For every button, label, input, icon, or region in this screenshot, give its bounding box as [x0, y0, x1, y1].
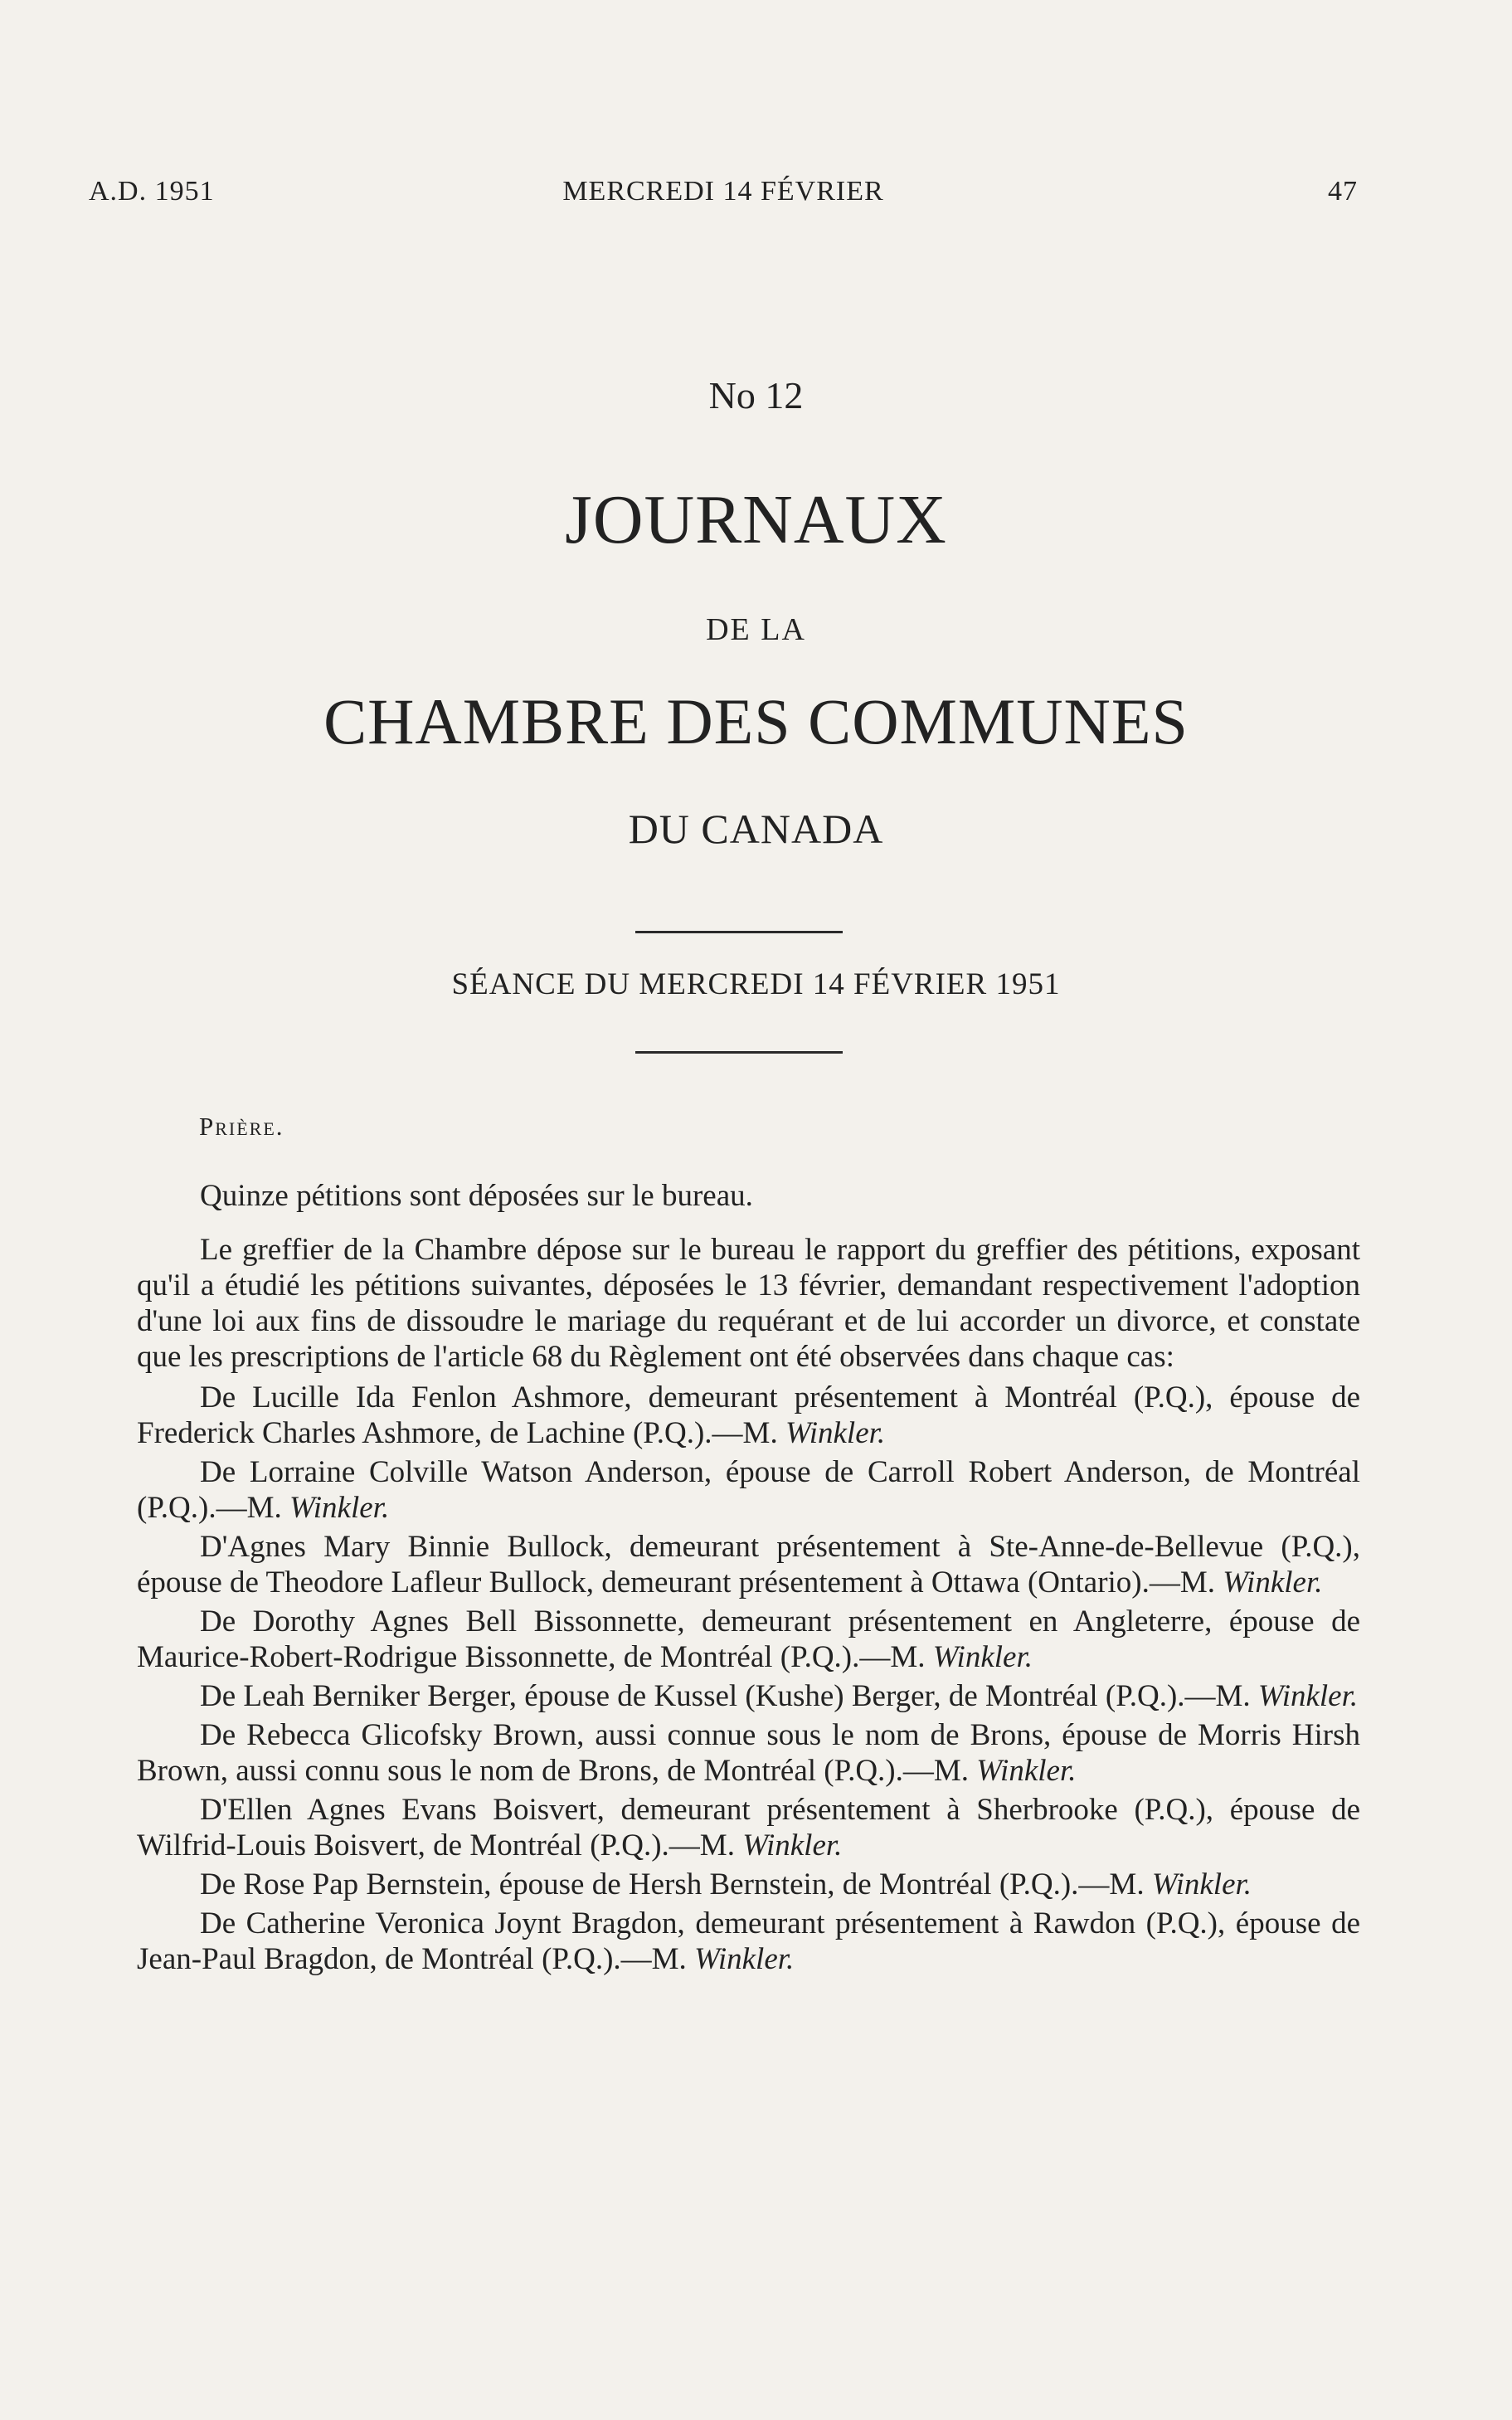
petition-entry: [137, 1529, 1360, 1600]
header-year: A.D. 1951: [89, 176, 215, 207]
member-name: Winkler.: [1223, 1565, 1323, 1600]
petition-text: D'Ellen Agnes Evans Boisvert, demeurant présentement à Sherbrooke (P.Q.), épouse de Wilfrid-Louis Boisvert, de Montréal (P.Q.).—M.: [137, 1793, 1360, 1862]
session-heading: SÉANCE DU MERCREDI 14 FÉVRIER 1951: [451, 967, 1061, 1001]
petition-text: D'Agnes Mary Binnie Bullock, demeurant présentement à Ste-Anne-de-Bellevue (P.Q.), épouse de Theodore Lafleur Bullock, demeurant présentement à Ottawa (Ontario).—M.: [137, 1530, 1360, 1600]
member-name: Winkler.: [932, 1640, 1033, 1674]
petition-entry: [137, 1380, 1360, 1451]
petition-text: De Lorraine Colville Watson Anderson, épouse de Carroll Robert Anderson, de Montréal (P.Q.).—M.: [137, 1455, 1360, 1525]
prayer-heading: Prière.: [199, 1112, 284, 1141]
member-name: Winkler.: [976, 1754, 1077, 1788]
intro-paragraph: Le greffier de la Chambre dépose sur le bureau le rapport du greffier des pétitions, exposant qu'il a étudié les pétitions suivantes, déposées le 13 février, demandant respectivement l'adoption d'une loi aux fins de dissoudre le mariage du requérant et de lui accorder un divorce, et constate que les prescriptions de l'article 68 du Règlement ont été observées dans chaque cas:: [137, 1233, 1360, 1374]
petition-entry: [137, 1717, 1360, 1789]
petition-entry: [137, 1792, 1360, 1863]
member-name: Winkler.: [289, 1491, 390, 1525]
journal-country: DU CANADA: [628, 806, 884, 852]
petition-text: De Leah Berniker Berger, épouse de Kussel (Kushe) Berger, de Montréal (P.Q.).—M.: [200, 1679, 1258, 1713]
member-name: Winkler.: [742, 1828, 843, 1862]
petition-entry: [137, 1678, 1360, 1714]
journal-chamber-name: CHAMBRE DES COMMUNES: [323, 685, 1189, 757]
divider-bottom: [635, 1051, 843, 1054]
petition-text: De Rose Pap Bernstein, épouse de Hersh Bernstein, de Montréal (P.Q.).—M.: [200, 1867, 1152, 1901]
member-name: Winkler.: [694, 1942, 795, 1976]
petition-entry: [137, 1604, 1360, 1675]
page-number: 47: [1328, 176, 1358, 207]
journal-title: JOURNAUX: [565, 481, 947, 558]
intro-paragraph: Quinze pétitions sont déposées sur le bureau.: [200, 1179, 753, 1213]
journal-body: [137, 1178, 1360, 1980]
member-name: Winkler.: [1151, 1867, 1252, 1901]
petition-entry: [137, 1454, 1360, 1526]
petition-entry: [137, 1867, 1360, 1902]
petition-text: De Lucille Ida Fenlon Ashmore, demeurant présentement à Montréal (P.Q.), épouse de Frederick Charles Ashmore, de Lachine (P.Q.).—M.: [137, 1380, 1360, 1450]
petition-text: De Dorothy Agnes Bell Bissonnette, demeurant présentement en Angleterre, épouse de Maurice-Robert-Rodrigue Bissonnette, de Montréal (P.Q.).—M.: [137, 1604, 1360, 1674]
member-name: Winkler.: [1257, 1679, 1359, 1713]
header-date: MERCREDI 14 FÉVRIER: [562, 176, 884, 207]
petition-text: De Catherine Veronica Joynt Bragdon, demeurant présentement à Rawdon (P.Q.), épouse de Jean-Paul Bragdon, de Montréal (P.Q.).—M.: [137, 1906, 1360, 1976]
journal-number: No 12: [708, 374, 804, 416]
divider-top: [635, 931, 843, 933]
petition-entry: [137, 1906, 1360, 1977]
member-name: Winkler.: [785, 1416, 886, 1450]
running-head: [89, 176, 1358, 217]
journal-subtitle-de-la: DE LA: [706, 612, 806, 647]
petition-text: De Rebecca Glicofsky Brown, aussi connue sous le nom de Brons, épouse de Morris Hirsh Brown, aussi connu sous le nom de Brons, de Montréal (P.Q.).—M.: [137, 1718, 1360, 1788]
